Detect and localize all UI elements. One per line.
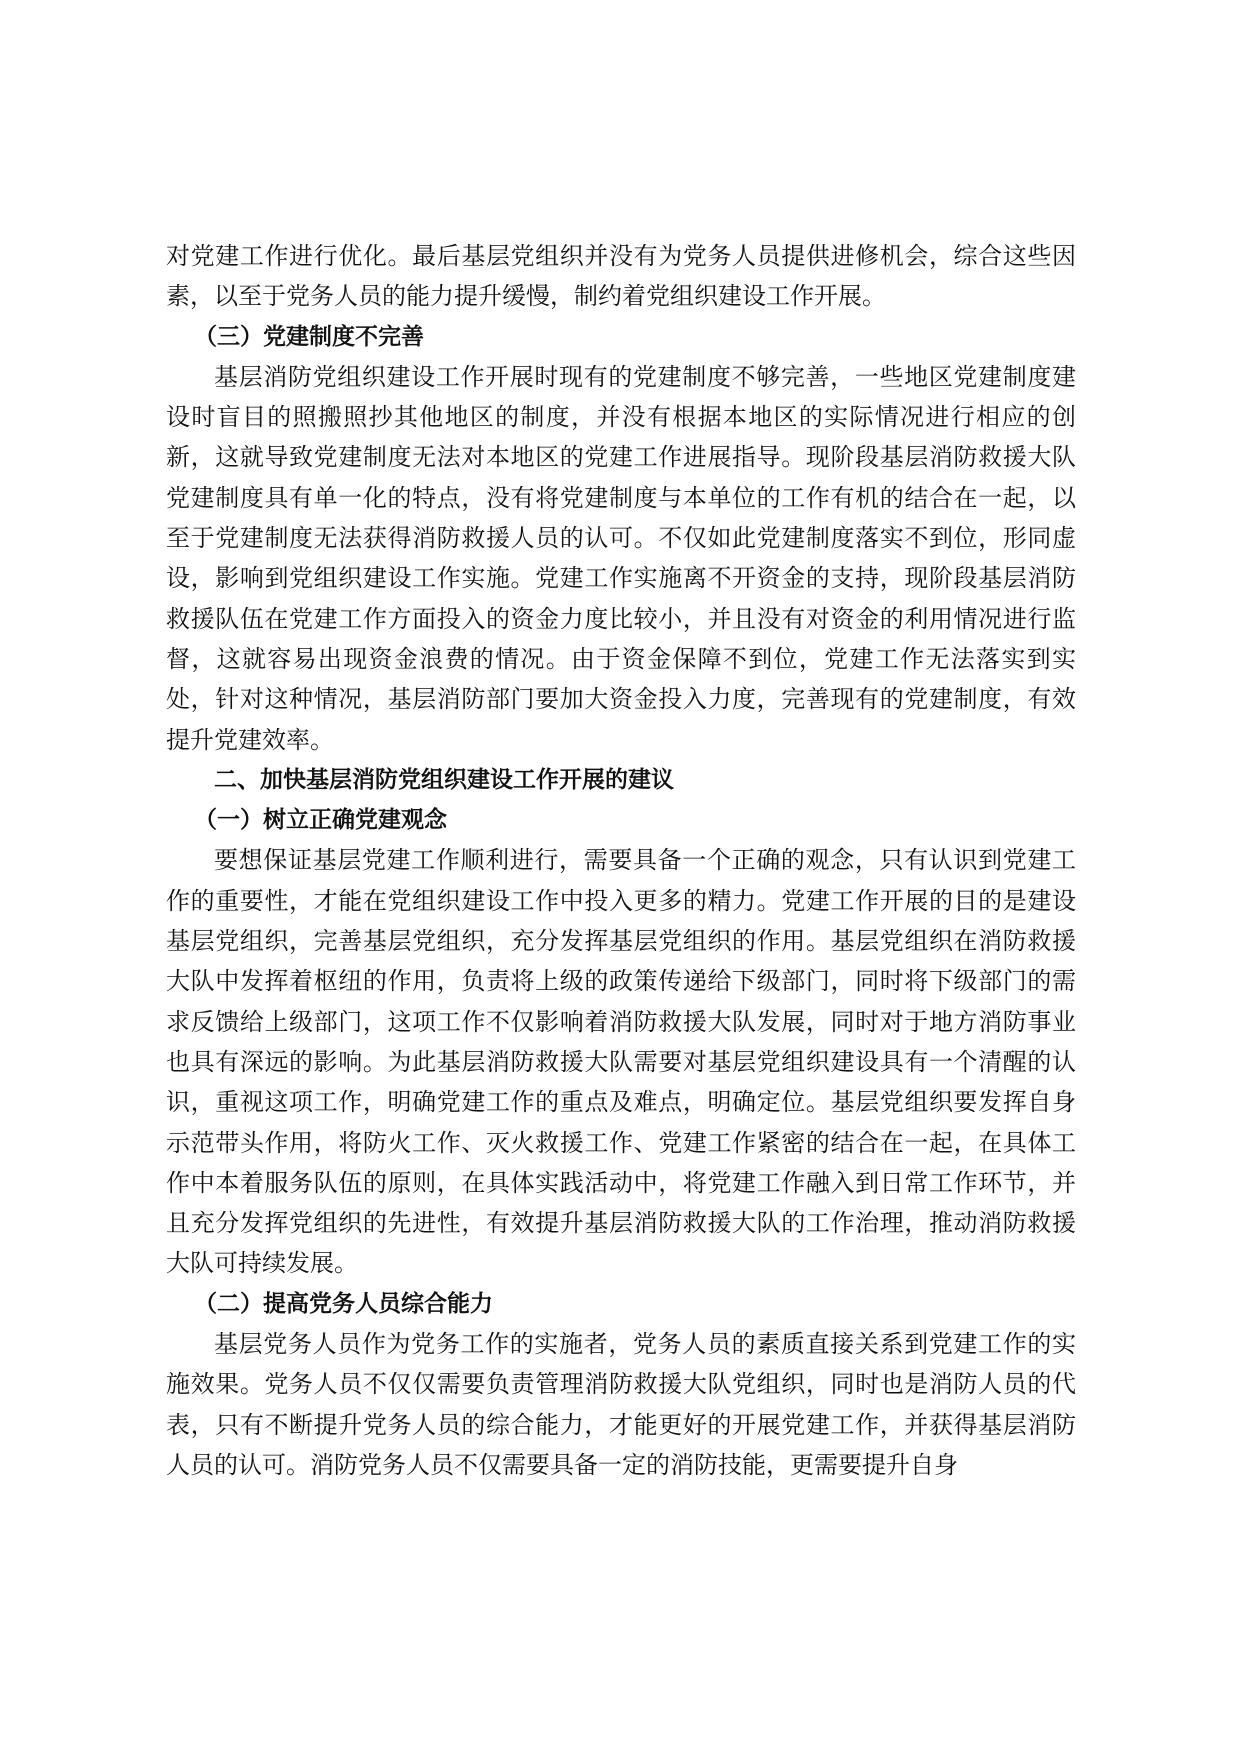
paragraph-continued: 对党建工作进行优化。最后基层党组织并没有为党务人员提供进修机会，综合这些因素，以至于党务人员的能力提升缓慢，制约着党组织建设工作开展。: [166, 242, 1076, 311]
subheading-party-system: （三）党建制度不完善: [194, 323, 424, 350]
subheading-correct-concept: （一）树立正确党建观念: [194, 807, 447, 834]
paragraph-party-system: 基层消防党组织建设工作开展时现有的党建制度不够完善，一些地区党建制度建设时盲目的照搬照抄其他地区的制度，并没有根据本地区的实际情况进行相应的创新，这就导致党建制度无法对本地区的党建工作进展指导。现阶段基层消防救援大队党建制度具有单一化的特点，没有将党建制度与本单位的工作有机的结合在一起，以至于党建制度无法获得消防救援人员的认可。不仅如此党建制度落实不到位，形同虚设，影响到党组织建设工作实施。党建工作实施离不开资金的支持，现阶段基层消防救援队伍在党建工作方面投入的资金力度比较小，并且没有对资金的利用情况进行监督，这就容易出现资金浪费的情况。由于资金保障不到位，党建工作无法落实到实处，针对这种情况，基层消防部门要加大资金投入力度，完善现有的党建制度，有效提升党建效率。: [166, 362, 1076, 754]
paragraph-staff-ability: 基层党务人员作为党务工作的实施者，党务人员的素质直接关系到党建工作的实施效果。党务人员不仅仅需要负责管理消防救援大队党组织，同时也是消防人员的代表，只有不断提升党务人员的综合能力，才能更好的开展党建工作，并获得基层消防人员的认可。消防党务人员不仅需要具备一定的消防技能，更需要提升自身: [166, 1330, 1076, 1479]
subheading-staff-ability: （二）提高党务人员综合能力: [194, 1290, 493, 1317]
document-body: [166, 236, 1076, 1485]
paragraph-correct-concept: 要想保证基层党建工作顺利进行，需要具备一个正确的观念，只有认识到党建工作的重要性，才能在党组织建设工作中投入更多的精力。党建工作开展的目的是建设基层党组织，完善基层党组织，充分发挥基层党组织的作用。基层党组织在消防救援大队中发挥着枢纽的作用，负责将上级的政策传递给下级部门，同时将下级部门的需求反馈给上级部门，这项工作不仅影响着消防救援大队发展，同时对于地方消防事业也具有深远的影响。为此基层消防救援大队需要对基层党组织建设具有一个清醒的认识，重视这项工作，明确党建工作的重点及难点，明确定位。基层党组织要发挥自身示范带头作用，将防火工作、灭火救援工作、党建工作紧密的结合在一起，在具体工作中本着服务队伍的原则，在具体实践活动中，将党建工作融入到日常工作环节，并且充分发挥党组织的先进性，有效提升基层消防救援大队的工作治理，推动消防救援大队可持续发展。: [166, 846, 1076, 1278]
section-heading-suggestions: 二、加快基层消防党组织建设工作开展的建议: [214, 766, 674, 793]
